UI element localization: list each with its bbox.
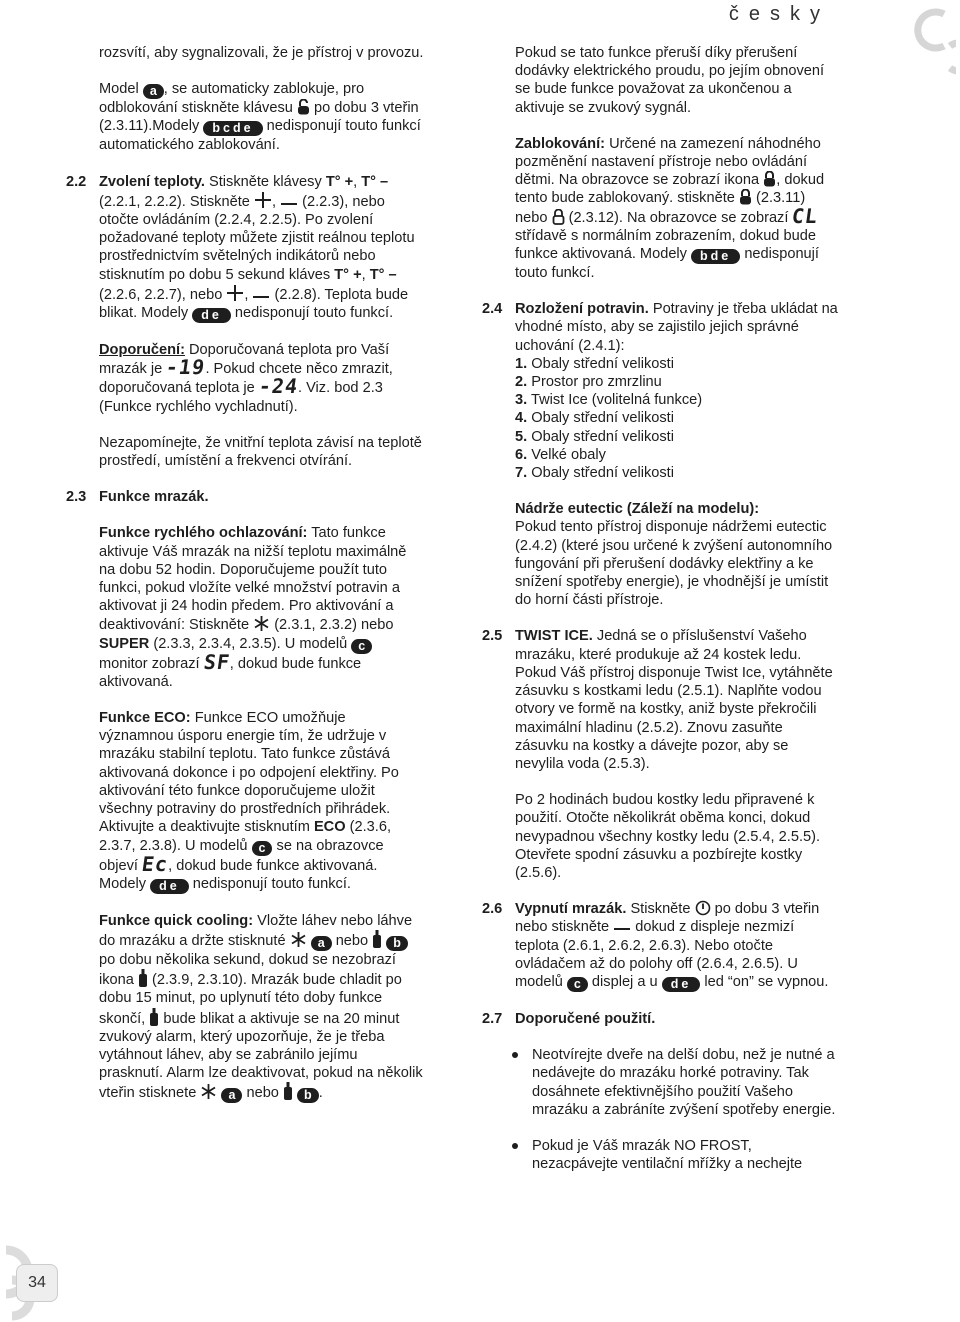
section-2-3: 2.3 Funkce mrazák. <box>66 489 209 506</box>
list-item: 1. Obaly střední velikosti <box>515 355 674 372</box>
list-item: 3. Twist Ice (volitelná funkce) <box>515 392 703 409</box>
super-key: SUPER <box>99 635 150 652</box>
section-2-6: 2.6 Vypnutí mrazák. Stiskněte po dobu 3 vteřin nebo stiskněte dokud z displeje nezmizí teplota (2.6.1, 2.6.2, 2.6.3). Nebo otočte ovládačem až do polohy off (2.6.4, 2.6.5). U modelů c displej a u de led “on” se vypnou. <box>482 901 829 991</box>
display-sf: SF <box>201 649 232 674</box>
list-item: 6. Velké obaly <box>515 446 606 463</box>
plus-icon <box>226 284 244 302</box>
paragraph-lock: Zablokování: Určené na zamezení náhodného pozměnění nastavení přístroje nebo ovládání dětmi. Na obrazovce se zobrazí ikona , dokud tento bude zablokovaný. stiskněte (2.3.11) nebo (2.3.12). Na obrazovce se zobrazí CL střídavě s normálním zobrazením, dokud bude funkce aktivovaná. Modely bde nedisponují touto funkcí. <box>515 135 825 282</box>
bottle-icon <box>283 1082 293 1100</box>
list-item: 5. Obaly střední velikosti <box>515 428 674 445</box>
temp-plus-key: T° + <box>334 266 362 283</box>
model-badge-c: c <box>351 639 372 654</box>
section-title: Rozložení potravin. <box>515 301 649 318</box>
page-number: 34 <box>16 1264 58 1302</box>
model-badge-bde: bde <box>691 249 740 264</box>
temp-minus-key: T° – <box>369 266 397 283</box>
paragraph-display-lights: rozsvítí, aby sygnalizovali, že je přístroj v provozu. <box>99 45 424 61</box>
paragraph-eutectic: Nádrže eutectic (Záleží na modelu): Pokud tento přístroj disponuje nádržemi eutectic (2.4.2) (které jsou určené k zvýšení autonomního fungování při přerušení dodávky elektřiny a ke snížení spotřeby energie), je vhodnější je umístit do horní části přístroje. <box>515 501 833 609</box>
section-title: Zvolení teploty. <box>99 173 205 190</box>
language-header: česky <box>728 3 830 25</box>
snowflake-icon <box>290 931 307 948</box>
model-badge-de: de <box>150 879 189 894</box>
snowflake-icon <box>200 1083 217 1100</box>
section-2-2: 2.2 Zvolení teploty. Stiskněte klávesy T° +, T° – (2.2.1, 2.2.2). Stiskněte , (2.2.3), nebo otočte ovládáním (2.2.4, 2.2.5). Po zvolení požadované teploty můžete zjistit reálnou teplotu prostřednictvím světelných indikátorů nebo stisknutím po dobu 5 sekund kláves T° +, T° – (2.2.6, 2.2.7), nebo , (2.2.8). Teplota bude blikat. Modely de nedisponují touto funkcí. <box>66 173 415 323</box>
bottle-icon <box>138 969 148 987</box>
model-badge-c: c <box>567 977 588 992</box>
list-item: 2. Prostor pro zmrzlinu <box>515 374 662 391</box>
model-badge-de: de <box>192 308 231 323</box>
display-temp-19: -19 <box>164 355 208 380</box>
model-badge-b: b <box>386 936 408 951</box>
list-item: 4. Obaly střední velikosti <box>515 410 674 427</box>
brand-logo-icon <box>900 6 956 76</box>
temp-plus-key: T° + <box>325 173 354 190</box>
paragraph-ambient: Nezapomínejte, že vnitřní teplota závisí na teplotě prostředí, umístění a frekvenci otvírání. <box>99 434 422 470</box>
bottle-icon <box>149 1008 159 1026</box>
right-column <box>482 44 840 1191</box>
paragraph-eco: Funkce ECO: Funkce ECO umožňuje významnou úsporu energie tím, že udržuje v mrazáku stabilní teplotu. Tato funkce zůstává aktivovaná dokonce i po odpojení elektřiny. Po aktivování této funkce doporučujeme uložit všechny potraviny do prostředních přihrádek. Aktivujte a deaktivujte stisknutím ECO (2.3.6, 2.3.7, 2.3.8). U modelů c se na obrazovce objeví Ec, dokud bude funkce aktivovaná. Modely de nedisponují touto funkcí. <box>99 710 399 893</box>
model-badge-a: a <box>221 1088 242 1103</box>
section-title: TWIST ICE. <box>515 628 593 645</box>
plus-icon <box>254 191 272 209</box>
section-title: Doporučené použití. <box>515 1010 656 1027</box>
lock-outline-icon <box>552 209 565 225</box>
model-badge-a: a <box>143 84 164 99</box>
section-title: Funkce mrazák. <box>99 489 209 506</box>
list-item: Neotvírejte dveře na delší dobu, než je nutné a nedávejte do mrazáku horké potraviny. Tak dosáhnete efektivnějšího použití Vašeho mrazáku a zabráníte zvýšení spotřeby energie. <box>532 1046 840 1119</box>
left-column <box>66 44 424 1121</box>
eco-key: ECO <box>313 819 346 836</box>
list-item: 7. Obaly střední velikosti <box>515 465 674 482</box>
minus-icon <box>252 292 270 302</box>
snowflake-icon <box>253 615 270 632</box>
list-item: Pokud je Váš mrazák NO FROST, nezacpávejte ventilační mřížky a nechejte <box>532 1137 840 1173</box>
model-badge-c: c <box>252 841 273 856</box>
model-badge-de: de <box>662 977 701 992</box>
temp-minus-key: T° – <box>361 173 389 190</box>
lock-icon <box>739 189 752 205</box>
display-ec: Ec <box>140 851 170 876</box>
usage-bullets <box>482 1046 840 1173</box>
paragraph-power-interrupt: Pokud se tato funkce přeruší díky přerušení dodávky elektrického proudu, po jejím obnovení se bude funkce považovat za ukončenou a aktivuje se zvukový sygnál. <box>515 45 825 116</box>
lock-open-icon <box>297 99 310 115</box>
lock-icon <box>763 171 776 187</box>
model-badge-bcde: bcde <box>203 121 262 136</box>
bottle-icon <box>372 930 382 948</box>
model-badge-a: a <box>311 936 332 951</box>
section-2-4: 2.4 Rozložení potravin. Potraviny je třeba ukládat na vhodné místo, aby se zajistilo jejich správné uchování (2.4.1): 1. Obaly střední velikosti 2. Prostor pro zmrzlinu 3. Twist Ice (volitelná funkce) 4. Obaly střední velikosti 5. Obaly střední velikosti 6. Velké obaly 7. Obaly střední velikosti <box>482 300 840 482</box>
display-temp-24: -24 <box>257 374 300 399</box>
paragraph-auto-lock: Model a , se automaticky zablokuje, pro odblokování stiskněte klávesu po dobu 3 vteřin (2.3.11).Modely bcde nedisponují touto funkcí automatického zablokování. <box>99 81 421 154</box>
power-icon <box>695 900 711 916</box>
display-cl: CL <box>790 203 821 228</box>
paragraph-quick-cooling: Funkce quick cooling: Vložte láhev nebo láhve do mrazáku a držte stisknuté a nebo b po dobu několika sekund, dokud se nezobrazí ikona (2.3.9, 2.3.10). Mrazák bude chladit po dobu 15 minut, po uplynutí této doby funkce skončí, bude blikat a aktivuje se na 20 minut zvukový alarm, který upozorňuje, že je třeba vytáhnout láhev, aby se zabránilo jejímu prasknutí. Alarm lze deaktivovat, pokud na několik vteřin stisknete a nebo b . <box>99 912 423 1103</box>
minus-icon <box>280 199 298 209</box>
section-title: Vypnutí mrazák. <box>515 901 627 918</box>
section-2-5: 2.5 TWIST ICE. Jedná se o příslušenství Vašeho mrazáku, které produkuje až 24 kostek ledu. Pokud Váš přístroj disponuje Twist Ice, vytáhněte zásuvku s kostkami ledu (2.5.1). Naplňte vodou otvory ve formě na kostky, aniž byste překročili maximální hladinu (2.5.2). Znovu zasuňte zásuvku na kostky a dávejte pozor, aby se nevylila voda (2.5.3). Po 2 hodinách budou kostky ledu připravené k použití. Otočte několikrát oběma konci, dokud nevypadnou všechny kostky ledu (2.5.4, 2.5.5). Otevřete spodní zásuvku a pozbírejte kostky (2.5.6). <box>482 628 833 881</box>
section-2-7: 2.7 Doporučené použití. <box>482 1010 656 1027</box>
paragraph-fast-freeze: Funkce rychlého ochlazování: Tato funkce aktivuje Váš mrazák na nižší teplotu maximálně na dobu 52 hodin. Doporučujeme použít tuto funkci, pokud vložíte velké množství potravin a aktivovat ji 24 hodin předem. Pro aktivování a deaktivování: Stiskněte (2.3.1, 2.3.2) nebo SUPER (2.3.3, 2.3.4, 2.3.5). U modelů c monitor zobrazí SF, dokud bude funkce aktivovaná. <box>99 525 407 690</box>
paragraph-recommendation: Doporučení: Doporučovaná teplota pro Vaší mrazák je -19. Pokud chcete něco zmrazit, doporučovaná teplota je -24. Viz. bod 2.3 (Funkce rychlého vychladnutí). <box>99 342 393 415</box>
model-badge-b: b <box>297 1088 319 1103</box>
minus-icon <box>613 924 631 934</box>
